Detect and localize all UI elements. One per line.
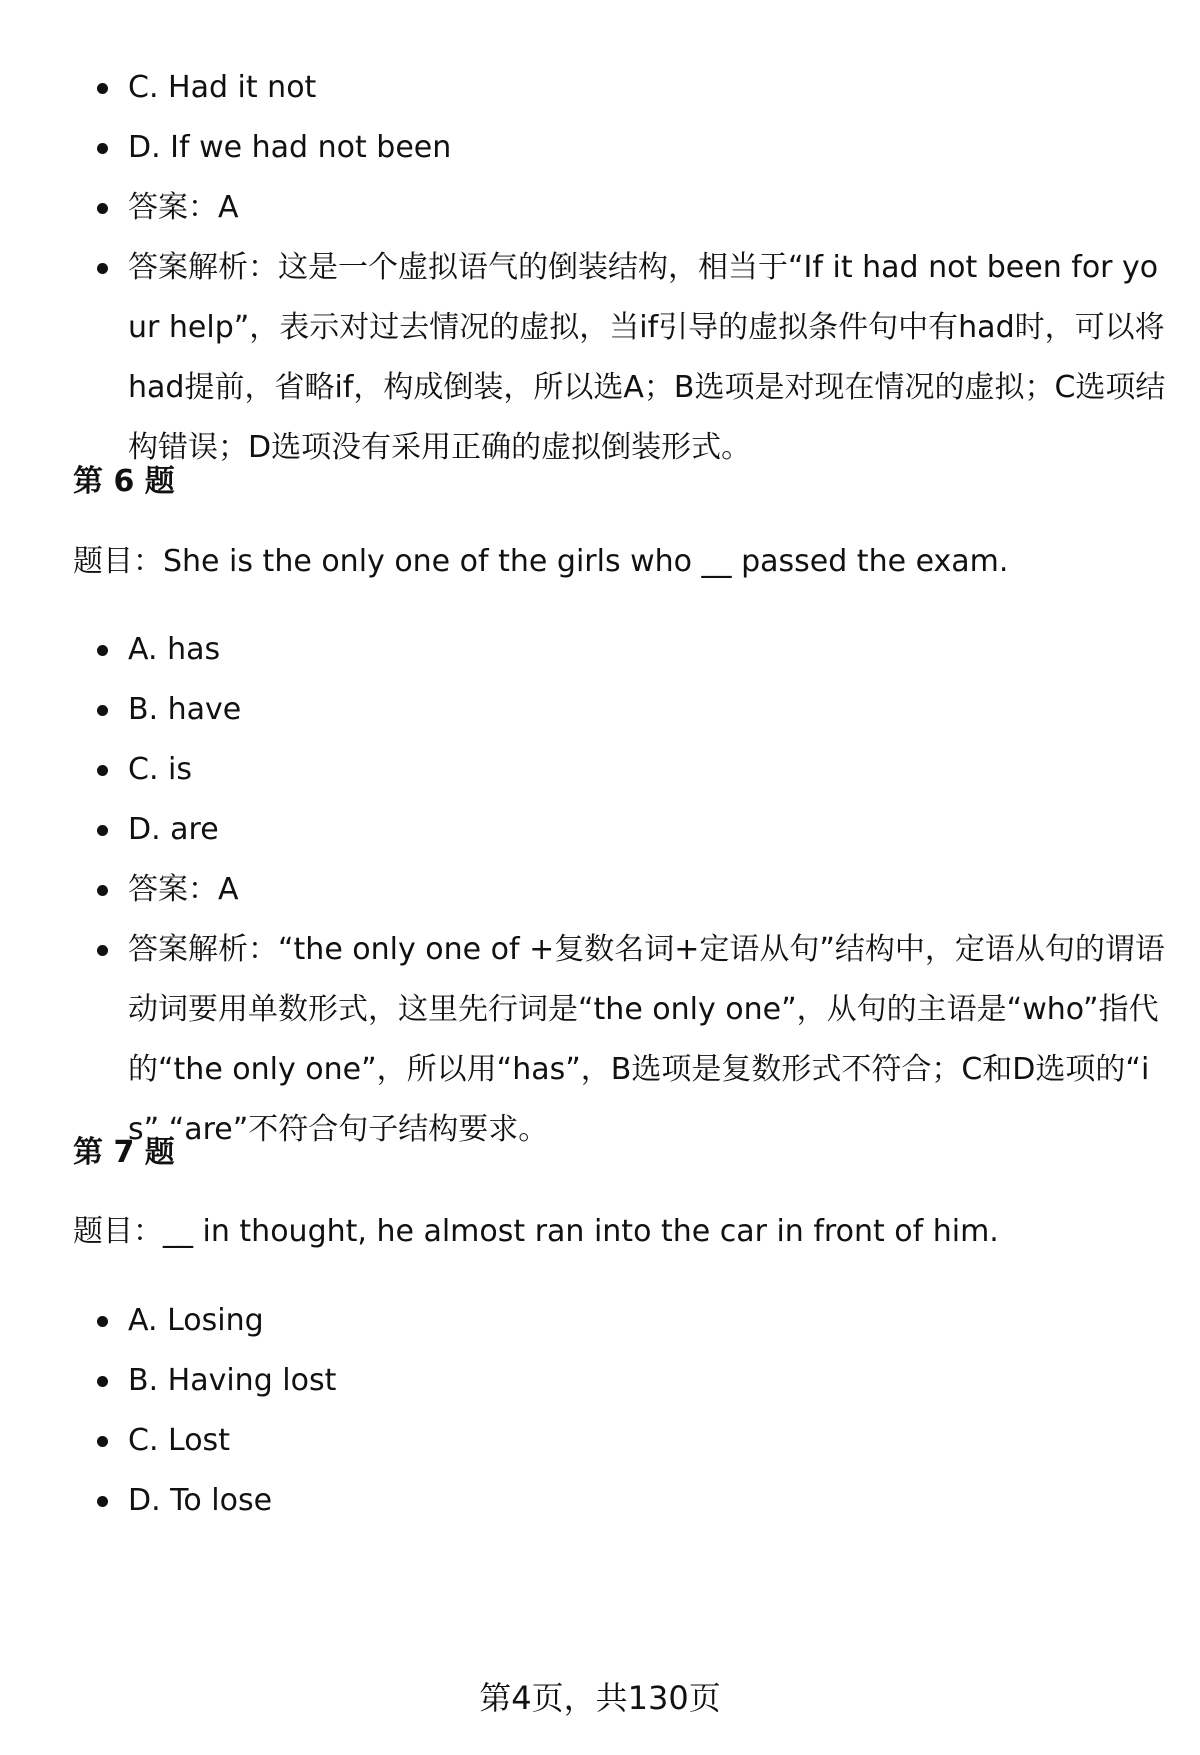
- q5-option-d: D. If we had not been: [0, 118, 1200, 178]
- q6-option-d: D. are: [0, 800, 1200, 860]
- q5-options-list: [0, 58, 1200, 478]
- q7-stem: 题目：__ in thought, he almost ran into the car in front of him.: [73, 1214, 999, 1249]
- q6-stem: 题目：She is the only one of the girls who __ passed the exam.: [73, 544, 1009, 579]
- q5-option-c: C. Had it not: [0, 58, 1200, 118]
- q6-heading: 第 6 题: [73, 464, 175, 499]
- q6-explanation-text: 答案解析：“the only one of +复数名词+定语从句”结构中，定语从句的谓语动词要用单数形式，这里先行词是“the only one”，从句的主语是“who”指代的“the only one”，所以用“has”，B选项是复数形式不符合；C和D选项的“is” “are”不符合句子结构要求。: [128, 932, 1165, 1147]
- q6-answer: 答案：A: [0, 860, 1200, 920]
- q7-option-d: D. To lose: [0, 1471, 1200, 1531]
- q6-options-list: [0, 620, 1200, 1160]
- q7-heading: 第 7 题: [73, 1135, 175, 1170]
- q6-option-a: A. has: [0, 620, 1200, 680]
- q5-answer: 答案：A: [0, 178, 1200, 238]
- q6-explanation: [0, 920, 1168, 1160]
- page-number-footer: 第4页，共130页: [479, 1679, 721, 1717]
- q7-option-b: B. Having lost: [0, 1351, 1200, 1411]
- q5-explanation-text: 答案解析：这是一个虚拟语气的倒装结构，相当于“If it had not been for your help”，表示对过去情况的虚拟，当if引导的虚拟条件句中有had时，可以将had提前，省略if，构成倒装，所以选A；B选项是对现在情况的虚拟；C选项结构错误；D选项没有采用正确的虚拟倒装形式。: [128, 250, 1166, 465]
- q6-option-b: B. have: [0, 680, 1200, 740]
- q7-options-list: [0, 1291, 1200, 1531]
- q7-option-c: C. Lost: [0, 1411, 1200, 1471]
- q5-explanation: [0, 238, 1168, 478]
- q6-option-c: C. is: [0, 740, 1200, 800]
- q7-option-a: A. Losing: [0, 1291, 1200, 1351]
